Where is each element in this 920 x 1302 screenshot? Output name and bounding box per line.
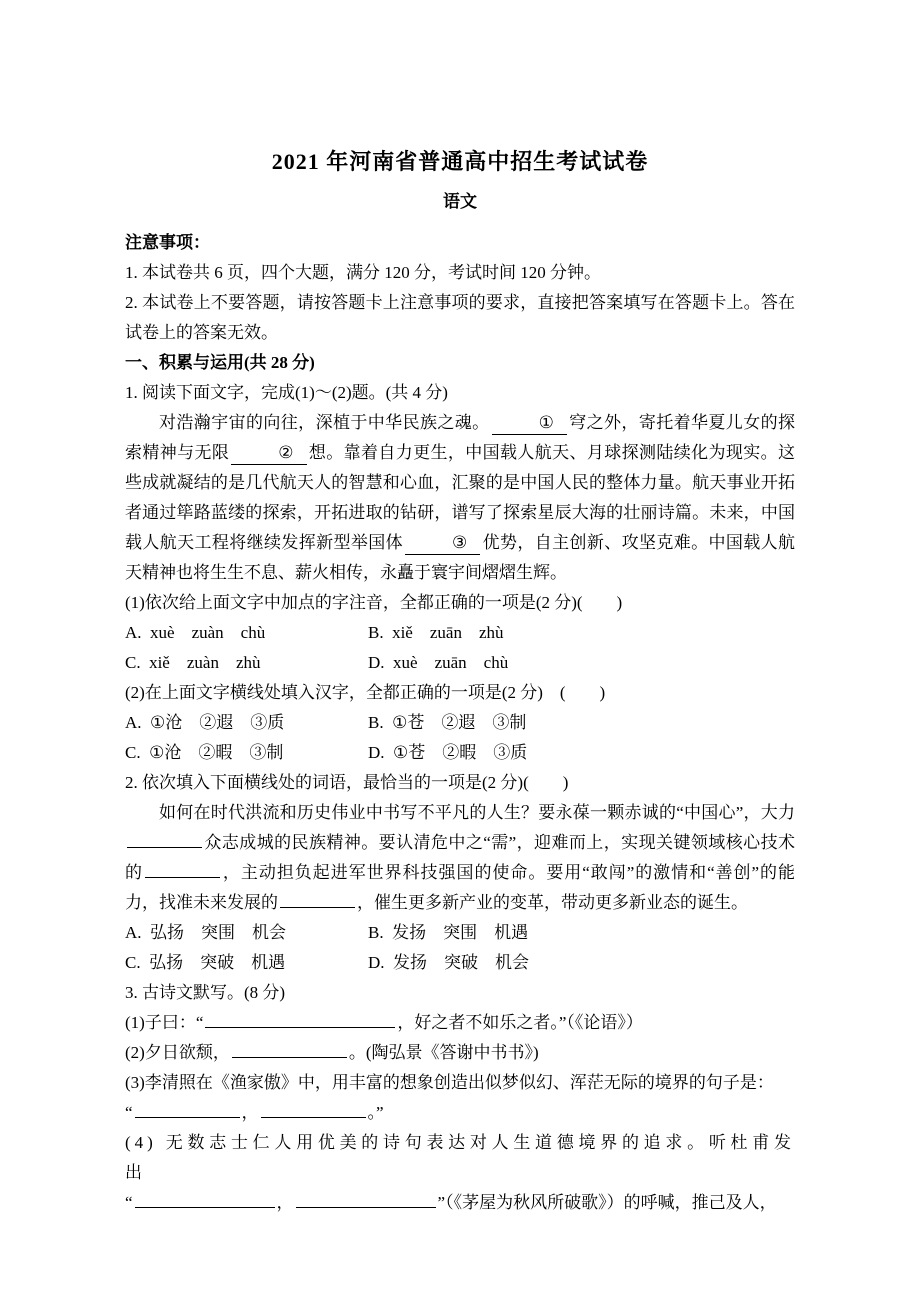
- q3-item-1: [125, 1008, 795, 1038]
- q3-item-2-suf: 。(陶弘景《答谢中书书》): [348, 1043, 539, 1062]
- notice-item-2: 2. 本试卷上不要答题，请按答题卡上注意事项的要求，直接把答案填写在答题卡上。答在试卷上的答案无效。: [125, 293, 795, 342]
- q3-item-3-comma: ，: [241, 1103, 259, 1122]
- q3-item-2-pre: (2)夕日欲颓，: [125, 1043, 230, 1062]
- q2-option-b: B. 发扬 突围 机遇: [368, 923, 529, 942]
- fill-blank-2: [145, 860, 220, 878]
- q2-passage: [125, 798, 795, 918]
- notice-heading: 注意事项：: [125, 233, 210, 252]
- q3-item-1-pre: (1)子曰：“: [125, 1013, 204, 1032]
- q3-item-4-close: ”（《茅屋为秋风所破歌》）的呼喊，推己及人，: [437, 1193, 777, 1212]
- recitation-blank-3b: [261, 1100, 366, 1118]
- q3-item-1-suf: ，好之者不如乐之者。”（《论语》）: [397, 1013, 643, 1032]
- q2-passage-seg-1: 如何在时代洪流和历史伟业中书写不平凡的人生？要永葆一颗赤诚的“中国心”，大力: [159, 803, 795, 822]
- notice-item-1: 1. 本试卷共 6 页，四个大题，满分 120 分，考试时间 120 分钟。: [125, 263, 601, 282]
- numbered-blank-3: ③: [405, 532, 480, 555]
- q1-passage: [125, 408, 795, 588]
- q3-item-4-line-2: [125, 1188, 795, 1218]
- q1-sub1-options: [125, 618, 795, 678]
- q1-stem: 1. 阅读下面文字，完成(1)～(2)题。(共 4 分): [125, 383, 448, 402]
- q3-item-4-open-quote: “: [125, 1193, 133, 1212]
- recitation-blank-4b: [296, 1190, 436, 1208]
- q1-sub1-option-a: A. xuè zuàn chù: [125, 623, 266, 642]
- q1-passage-seg-2: 穹之外，寄托着华夏儿女的探索精神与无限: [125, 413, 796, 462]
- q1-sub2-options: [125, 708, 795, 768]
- q3-item-4-comma: ，: [276, 1193, 294, 1212]
- q3-item-3-line-2: [125, 1098, 795, 1128]
- fill-blank-1: [127, 830, 202, 848]
- q1-sub2-option-d: D. ①苍 ②暇 ③质: [368, 743, 528, 762]
- q3-item-3-close-quote: 。”: [367, 1103, 384, 1122]
- numbered-blank-1: ①: [492, 412, 567, 435]
- q2-options: [125, 918, 795, 978]
- q1-passage-seg-3: 想。靠着自力更生，中国载人航天、月球探测陆续化为现实。这些成就凝结的是几代航天人的智慧和心血，汇聚的是中国人民的整体力量。航天事业开拓者通过筚路蓝缕的探索，开拓进取的钻研，谱写了探索星辰大海的壮丽诗篇。未来，中国载人航天工程将继续发挥新型举国体: [125, 443, 795, 552]
- q1-passage-seg-4: 优势，自主创新、攻坚克难。中国载人航天精神也将生生不息、薪火相传，永矗于寰宇间熠熠生辉。: [125, 533, 795, 582]
- q1-passage-seg-1: 对浩瀚宇宙的向往，深植于中华民族之魂。: [159, 413, 490, 432]
- q1-sub1-option-d: D. xuè zuān chù: [368, 653, 509, 672]
- q3-item-2: [125, 1038, 795, 1068]
- numbered-blank-2: ②: [231, 442, 306, 465]
- paper-body: [125, 228, 795, 1218]
- q3-item-3-open-quote: “: [125, 1103, 133, 1122]
- q1-sub2-option-a: A. ①沧 ②遐 ③质: [125, 713, 285, 732]
- page-title: 2021 年河南省普通高中招生考试试卷: [271, 149, 649, 174]
- recitation-blank-3a: [135, 1100, 240, 1118]
- q1-sub2-stem: (2)在上面文字横线处填入汉字，全都正确的一项是(2 分) ( ): [125, 683, 606, 702]
- q1-sub1-option-b: B. xiě zuān zhù: [368, 623, 504, 642]
- q1-sub1-option-c: C. xiě zuàn zhù: [125, 653, 261, 672]
- q2-option-a: A. 弘扬 突围 机会: [125, 923, 287, 942]
- recitation-blank-4a: [135, 1190, 275, 1208]
- q2-passage-seg-4: ，催生更多新产业的变革，带动更多新业态的诞生。: [357, 893, 748, 912]
- q1-sub2-option-c: C. ①沧 ②暇 ③制: [125, 743, 284, 762]
- q3-item-4-line-1: (4) 无数志士仁人用优美的诗句表达对人生道德境界的追求。听杜甫发出: [125, 1133, 795, 1182]
- q2-option-d: D. 发扬 突破 机会: [368, 953, 530, 972]
- section-1-heading: 一、积累与运用(共 28 分): [125, 353, 315, 372]
- q1-sub2-option-b: B. ①苍 ②遐 ③制: [368, 713, 527, 732]
- q3-item-3-line-1: (3)李清照在《渔家傲》中，用丰富的想象创造出似梦似幻、浑茫无际的境界的句子是：: [125, 1073, 774, 1092]
- q2-passage-seg-3: ，主动担负起进军世界科技强国的使命。要用“敢闯”的激情和“善创”的能力，找准未来发展的: [125, 863, 795, 912]
- recitation-blank-1: [205, 1010, 395, 1028]
- q2-option-c: C. 弘扬 突破 机遇: [125, 953, 286, 972]
- fill-blank-3: [280, 890, 355, 908]
- q3-stem: 3. 古诗文默写。(8 分): [125, 983, 286, 1002]
- subject-title: 语文: [443, 192, 477, 211]
- q1-sub1-stem: (1)依次给上面文字中加点的字注音，全都正确的一项是(2 分)( ): [125, 593, 623, 612]
- q2-stem: 2. 依次填入下面横线处的词语，最恰当的一项是(2 分)( ): [125, 773, 569, 792]
- recitation-blank-2: [232, 1040, 347, 1058]
- q2-passage-seg-2: 众志成城的民族精神。要认清危中之“需”，迎难而上，实现关键领域核心技术的: [125, 833, 795, 882]
